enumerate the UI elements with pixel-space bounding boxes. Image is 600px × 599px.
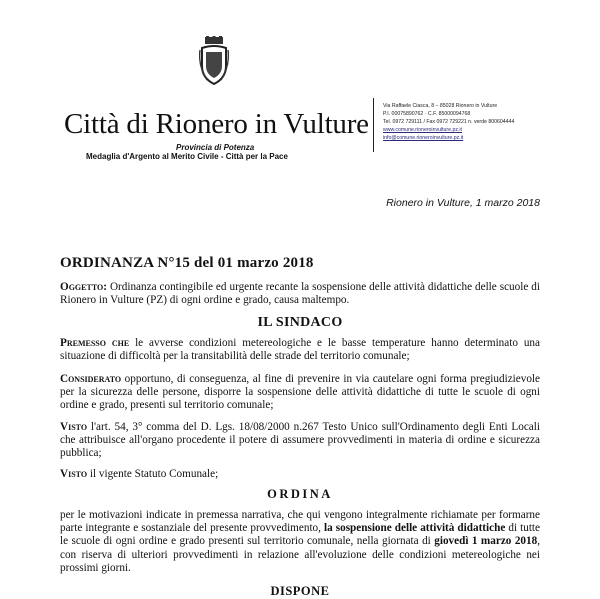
contact-tax-ids: P.I. 00075890762 · C.F. 85000094768 — [383, 111, 471, 117]
ordina-text: di tutte le scuole di ogni ordine e grado presenti sul territorio comunale, nella giornata di — [60, 522, 540, 548]
city-title: Città di Rionero in Vulture — [64, 108, 369, 140]
ordinance-title: ORDINANZA N°15 del 01 marzo 2018 — [60, 255, 314, 271]
visto-statuto-paragraph — [60, 468, 540, 481]
ordina-text: per le motivazioni indicate in premessa narrativa, che qui vengono integralmente richiamate per formarne parte integrante e sostanziale del presente provvedimento, — [60, 509, 540, 535]
premesso-text: le avverse condizioni metereologiche e le basse temperature hanno determinato una situazione di difficoltà per la transitabilità delle strade del territorio comunale; — [60, 337, 540, 363]
contact-address: Via Raffaele Ciasca, 8 – 85028 Rionero in Vulture — [383, 103, 498, 109]
contact-email-link[interactable]: info@comune.rioneroinvulture.pz.it — [383, 135, 464, 141]
visto-tuel-paragraph — [60, 421, 540, 461]
ordina-date-text: giovedì 1 marzo 2018 — [434, 535, 538, 548]
contact-website-link[interactable]: www.comune.rioneroinvulture.pz.it — [383, 127, 462, 133]
considerato-label: Considerato — [60, 373, 122, 385]
contact-block — [383, 102, 514, 142]
premesso-label: Premesso che — [60, 337, 130, 349]
oggetto-label: Oggetto: — [60, 281, 107, 293]
considerato-text: opportuno, di conseguenza, al fine di prevenire in via cautelare ogni forma pregiudizievole per la sicurezza delle persone, disporre la sospensione delle attività didattiche di tutte le scuole di ogni ordine e grado, presenti sul territorio comunale; — [60, 373, 540, 412]
premesso-paragraph — [60, 337, 540, 363]
visto-label: Visto — [60, 468, 88, 480]
visto-text: il vigente Statuto Comunale; — [87, 468, 219, 480]
province-label: Provincia di Potenza — [176, 143, 255, 152]
oggetto-text: Ordinanza contingibile ed urgente recante la sospensione delle attività didattiche delle scuole di Rionero in Vulture (PZ) di ogni ordine e grado, causa maltempo. — [60, 281, 540, 307]
honor-label: Medaglia d'Argento al Merito Civile - Città per la Pace — [86, 152, 288, 161]
coat-of-arms-icon — [199, 36, 229, 86]
heading-ordina: ORDINA — [267, 487, 333, 501]
considerato-paragraph — [60, 373, 540, 413]
place-date: Rionero in Vulture, 1 marzo 2018 — [386, 197, 540, 209]
visto-label: Visto — [60, 421, 88, 433]
ordina-text: , con riserva di ulteriori provvedimenti in relazione all'evoluzione delle condizioni metereologiche nei prossimi giorni. — [60, 535, 541, 574]
visto-text: l'art. 54, 3° comma del D. Lgs. 18/08/2000 n.267 Testo Unico sull'Ordinamento degli Enti Locali che attribuisce all'organo procedente il potere di assumere provvedimenti in materia di ordine e sicurezza pubblica; — [60, 421, 540, 460]
header-divider — [373, 98, 374, 152]
heading-dispone: DISPONE — [270, 584, 330, 598]
oggetto-paragraph — [60, 281, 540, 307]
heading-sindaco: IL SINDACO — [257, 315, 343, 330]
contact-phone: Tel. 0972 729111 / Fax 0972 729221 n. verde 800604444 — [383, 119, 515, 125]
ordina-paragraph — [60, 509, 540, 575]
ordina-bold-text: la sospensione delle attività didattiche — [324, 522, 506, 535]
